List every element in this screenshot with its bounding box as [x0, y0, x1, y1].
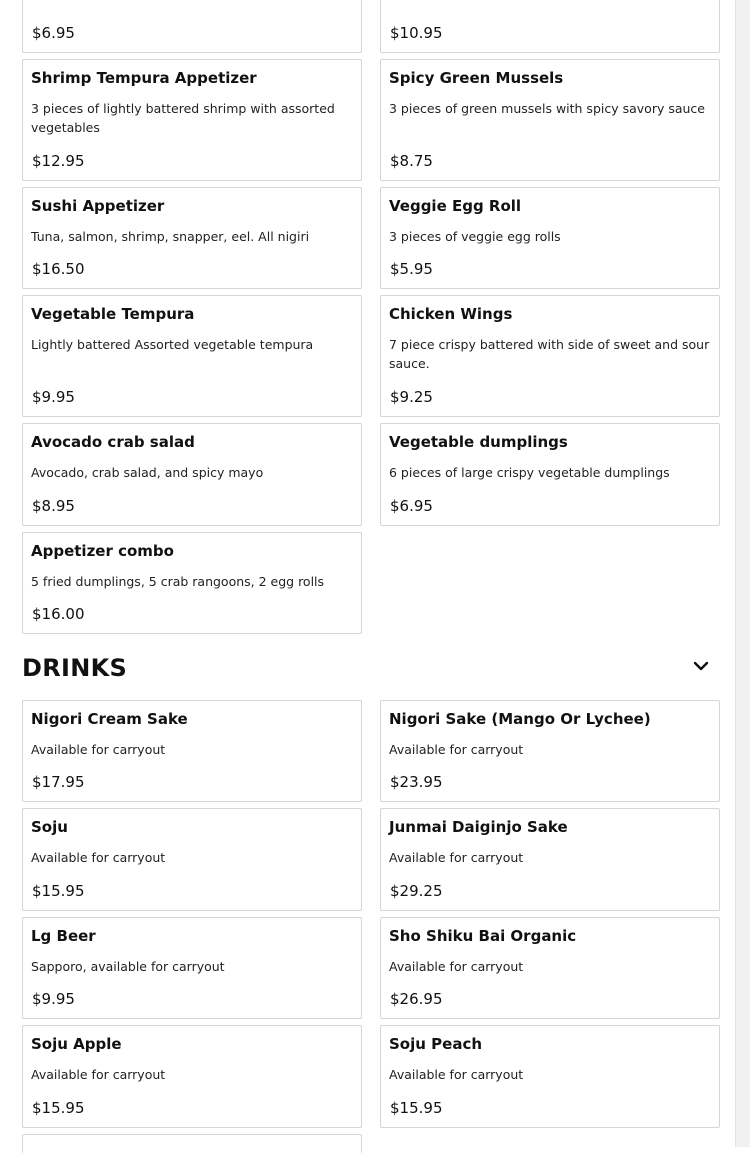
menu-item-price: $29.25	[390, 882, 443, 900]
menu-item-price: $9.95	[32, 388, 75, 406]
menu-item-price: $9.95	[32, 990, 75, 1008]
menu-item-price: $5.95	[390, 260, 433, 278]
section-title-drinks: DRINKS	[22, 654, 128, 682]
menu-item-card[interactable]	[22, 1134, 362, 1153]
menu-item-name: Chicken Wings	[389, 305, 513, 323]
menu-item-name: Lg Beer	[31, 927, 96, 945]
menu-item-card[interactable]	[380, 423, 720, 526]
menu-item-description: Available for carryout	[389, 1067, 524, 1082]
menu-item-name: Spicy Green Mussels	[389, 69, 564, 87]
menu-item-name: Veggie Egg Roll	[389, 197, 522, 215]
menu-item-description: 6 pieces of large crispy vegetable dumplings	[389, 465, 670, 480]
menu-item-price: $6.95	[32, 24, 75, 42]
menu-item-card[interactable]	[22, 532, 362, 634]
menu-item-card[interactable]	[380, 187, 720, 289]
menu-item-name: Sho Shiku Bai Organic	[389, 927, 577, 945]
scrollbar[interactable]	[735, 0, 750, 1147]
menu-item-description: Available for carryout	[389, 850, 524, 865]
menu-item-price: $23.95	[390, 773, 443, 791]
menu-item-card[interactable]	[22, 0, 362, 53]
menu-item-name: Shrimp Tempura Appetizer	[31, 69, 257, 87]
menu-item-name: Nigori Cream Sake	[31, 710, 188, 728]
menu-item-name: Appetizer combo	[31, 542, 174, 560]
menu-item-description: Available for carryout	[389, 742, 524, 757]
menu-item-price: $8.95	[32, 497, 75, 515]
menu-item-description: 3 pieces of lightly battered shrimp with assorted vegetables	[31, 101, 335, 135]
menu-item-card[interactable]	[380, 700, 720, 802]
menu-item-price: $8.75	[390, 152, 433, 170]
menu-item-price: $15.95	[390, 1099, 443, 1117]
menu-item-name: Sushi Appetizer	[31, 197, 165, 215]
menu-item-price: $16.50	[32, 260, 85, 278]
menu-item-description: 3 pieces of green mussels with spicy savory sauce	[389, 101, 705, 116]
menu-item-name: Soju Peach	[389, 1035, 483, 1053]
menu-item-name: Soju	[31, 818, 68, 836]
menu-item-description: Available for carryout	[31, 850, 166, 865]
menu-item-description: Lightly battered Assorted vegetable tempura	[31, 337, 314, 352]
menu-item-name: Nigori Sake (Mango Or Lychee)	[389, 710, 651, 728]
menu-item-price: $26.95	[390, 990, 443, 1008]
menu-item-description: Available for carryout	[389, 959, 524, 974]
menu-item-name: Vegetable dumplings	[389, 433, 568, 451]
menu-item-price: $6.95	[390, 497, 433, 515]
menu-item-card[interactable]	[380, 808, 720, 911]
menu-item-price: $15.95	[32, 882, 85, 900]
menu-item-description: Available for carryout	[31, 1067, 166, 1082]
menu-item-description	[389, 0, 424, 1]
menu-item-description: 5 fried dumplings, 5 crab rangoons, 2 egg rolls	[31, 574, 325, 589]
menu-item-description: Avocado, crab salad, and spicy mayo	[31, 465, 264, 480]
menu-item-description: Sapporo, available for carryout	[31, 959, 225, 974]
menu-item-card[interactable]	[22, 917, 362, 1019]
menu-item-card[interactable]	[22, 295, 362, 417]
menu-item-card[interactable]	[380, 295, 720, 417]
menu-item-card[interactable]	[22, 423, 362, 526]
menu-item-card[interactable]	[22, 187, 362, 289]
menu-item-card[interactable]	[380, 59, 720, 181]
menu-item-name: Soju Apple	[31, 1035, 122, 1053]
menu-item-price: $12.95	[32, 152, 85, 170]
menu-item-price: $16.00	[32, 605, 85, 623]
menu-item-card[interactable]	[22, 700, 362, 802]
menu-item-description: Tuna, salmon, shrimp, snapper, eel. All nigiri	[31, 229, 310, 244]
menu-item-card[interactable]	[22, 1025, 362, 1128]
menu-item-description: Available for carryout	[31, 742, 166, 757]
menu-item-card[interactable]	[380, 0, 720, 53]
menu-item-description: 7 piece crispy battered with side of sweet and sour sauce.	[389, 337, 710, 371]
chevron-down-icon[interactable]	[691, 656, 711, 676]
menu-item-price: $9.25	[390, 388, 433, 406]
menu-item-name: Junmai Daiginjo Sake	[389, 818, 568, 836]
menu-item-name: Avocado crab salad	[31, 433, 195, 451]
menu-item-name: Vegetable Tempura	[31, 305, 195, 323]
menu-item-price: $17.95	[32, 773, 85, 791]
menu-item-card[interactable]	[380, 1025, 720, 1128]
menu-item-price: $10.95	[390, 24, 443, 42]
menu-item-card[interactable]	[22, 59, 362, 181]
menu-item-price: $15.95	[32, 1099, 85, 1117]
menu-item-card[interactable]	[380, 917, 720, 1019]
menu-item-card[interactable]	[22, 808, 362, 911]
menu-item-description: 3 pieces of veggie egg rolls	[389, 229, 561, 244]
